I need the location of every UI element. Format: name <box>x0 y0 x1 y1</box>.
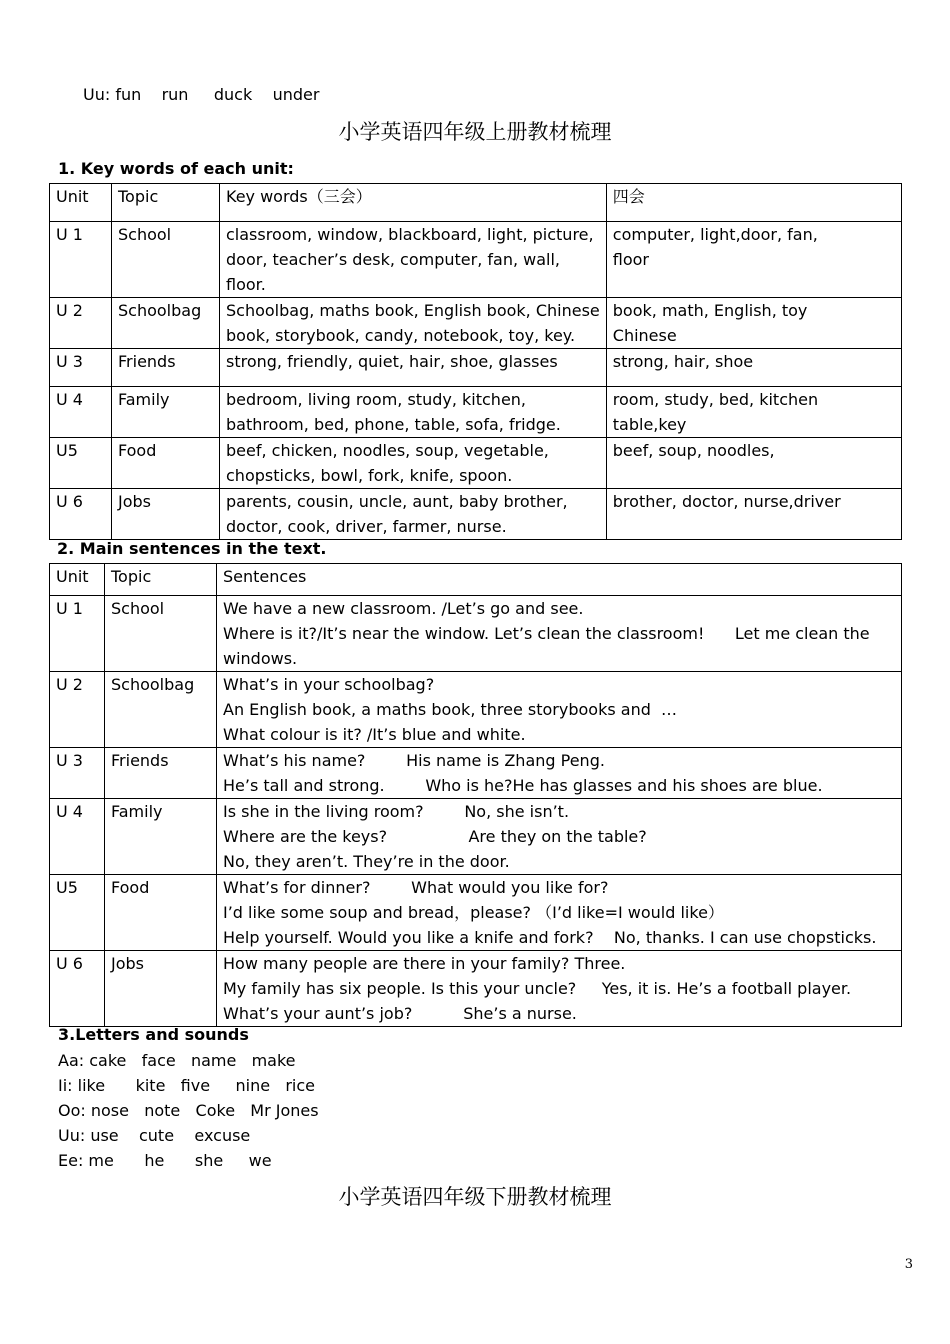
topic-cell <box>105 672 217 748</box>
sentences-cell-line: Help yourself. Would you like a knife and fork? No, thanks. I can use chopsticks. <box>223 928 877 947</box>
unit-cell-line: U 4 <box>56 802 83 821</box>
sentences-cell <box>217 672 902 748</box>
column-header-line: 四会 <box>612 187 645 206</box>
topic-cell-line: Friends <box>118 352 176 371</box>
unit-cell-line: U 1 <box>56 225 83 244</box>
sentences-cell <box>217 875 902 951</box>
unit-cell <box>50 748 105 799</box>
key-words-cell <box>220 349 607 387</box>
sentences-cell <box>217 799 902 875</box>
column-header-line: Key words（三会） <box>226 187 372 206</box>
topic-cell <box>105 748 217 799</box>
unit-cell-line: U 3 <box>56 751 83 770</box>
four-skills-cell <box>606 222 901 298</box>
sentences-cell-line: windows. <box>223 649 298 668</box>
unit-cell <box>50 596 105 672</box>
four-skills-cell-line: beef, soup, noodles, <box>612 441 775 460</box>
sentences-cell-line: No, they aren’t. They’re in the door. <box>223 852 510 871</box>
section2-heading: 2. Main sentences in the text. <box>57 539 327 558</box>
four-skills-cell <box>606 298 901 349</box>
topic-cell <box>112 489 220 540</box>
table-row <box>50 748 902 799</box>
key-words-cell-line: bathroom, bed, phone, table, sofa, fridge. <box>226 415 561 434</box>
unit-cell <box>50 875 105 951</box>
four-skills-cell-line: book, math, English, toy <box>612 301 808 320</box>
section3-heading: 3.Letters and sounds <box>58 1025 249 1044</box>
sentences-cell <box>217 596 902 672</box>
table-header-row <box>50 184 902 222</box>
unit-cell-line: U 6 <box>56 954 83 973</box>
table-row <box>50 222 902 298</box>
table-header-row <box>50 564 902 596</box>
topic-cell <box>105 951 217 1027</box>
sentences-cell-line: He’s tall and strong. Who is he?He has glasses and his shoes are blue. <box>223 776 823 795</box>
column-header <box>50 184 112 222</box>
table-row <box>50 951 902 1027</box>
key-words-cell-line: chopsticks, bowl, fork, knife, spoon. <box>226 466 513 485</box>
four-skills-cell <box>606 489 901 540</box>
key-words-cell <box>220 298 607 349</box>
sentences-cell-line: What’s your aunt’s job? She’s a nurse. <box>223 1004 577 1023</box>
letters-sounds-list <box>58 1048 319 1173</box>
topic-cell-line: Jobs <box>118 492 151 511</box>
topic-cell-line: Food <box>111 878 150 897</box>
topic-cell-line: Friends <box>111 751 169 770</box>
four-skills-cell-line: computer, light,door, fan, <box>612 225 818 244</box>
four-skills-cell-line: Chinese <box>612 326 677 345</box>
sentences-cell-line: An English book, a maths book, three storybooks and … <box>223 700 678 719</box>
unit-cell <box>50 349 112 387</box>
key-words-cell <box>220 438 607 489</box>
topic-cell-line: Food <box>118 441 157 460</box>
unit-cell-line: U5 <box>56 441 78 460</box>
four-skills-cell-line: brother, doctor, nurse,driver <box>612 492 841 511</box>
table-row <box>50 596 902 672</box>
key-words-cell-line: book, storybook, candy, notebook, toy, key. <box>226 326 576 345</box>
key-words-cell-line: classroom, window, blackboard, light, picture, <box>226 225 594 244</box>
topic-cell-line: School <box>111 599 165 618</box>
page-title-upper: 小学英语四年级上册教材梳理 <box>338 120 612 144</box>
column-header-line: Topic <box>111 567 152 586</box>
topic-cell <box>112 349 220 387</box>
unit-cell-line: U 2 <box>56 301 83 320</box>
unit-cell-line: U 1 <box>56 599 83 618</box>
main-sentences-table <box>49 563 902 1027</box>
letter-sound-line: Aa: cake face name make <box>58 1051 296 1070</box>
topic-cell <box>105 596 217 672</box>
key-words-cell <box>220 222 607 298</box>
column-header <box>217 564 902 596</box>
topic-cell <box>112 438 220 489</box>
sentences-cell-line: What colour is it? /It’s blue and white. <box>223 725 526 744</box>
topic-cell-line: Family <box>111 802 163 821</box>
letter-sound-line: Oo: nose note Coke Mr Jones <box>58 1101 319 1120</box>
sentences-cell-line: Is she in the living room? No, she isn’t. <box>223 802 570 821</box>
sentences-cell-line: What’s his name? His name is Zhang Peng. <box>223 751 605 770</box>
key-words-cell-line: Schoolbag, maths book, English book, Chinese <box>226 301 600 320</box>
sentences-cell <box>217 951 902 1027</box>
key-words-cell-line: doctor, cook, driver, farmer, nurse. <box>226 517 507 536</box>
sentences-cell-line: What’s for dinner? What would you like for? <box>223 878 609 897</box>
key-words-cell-line: door, teacher’s desk, computer, fan, wall, <box>226 250 560 269</box>
column-header-line: Unit <box>56 187 89 206</box>
topic-cell-line: Schoolbag <box>111 675 195 694</box>
topic-cell-line: Jobs <box>111 954 144 973</box>
key-words-cell <box>220 387 607 438</box>
topic-cell-line: Schoolbag <box>118 301 202 320</box>
four-skills-cell <box>606 349 901 387</box>
table-row <box>50 387 902 438</box>
unit-cell <box>50 222 112 298</box>
key-words-cell-line: strong, friendly, quiet, hair, shoe, glasses <box>226 352 558 371</box>
letter-sound-line: Ii: like kite five nine rice <box>58 1076 315 1095</box>
key-words-cell <box>220 489 607 540</box>
topic-cell <box>105 875 217 951</box>
unit-cell <box>50 438 112 489</box>
topic-cell <box>112 222 220 298</box>
sentences-cell-line: What’s in your schoolbag? <box>223 675 435 694</box>
topic-cell <box>112 298 220 349</box>
table-row <box>50 875 902 951</box>
four-skills-cell-line: floor <box>612 250 649 269</box>
four-skills-cell-line: strong, hair, shoe <box>612 352 754 371</box>
page-number: 3 <box>904 1257 913 1272</box>
unit-cell-line: U5 <box>56 878 78 897</box>
sentences-cell-line: Where are the keys? Are they on the table? <box>223 827 647 846</box>
topic-cell-line: Family <box>118 390 170 409</box>
table-row <box>50 489 902 540</box>
column-header-line: Unit <box>56 567 89 586</box>
column-header <box>50 564 105 596</box>
unit-cell-line: U 4 <box>56 390 83 409</box>
column-header <box>105 564 217 596</box>
four-skills-cell-line: table,key <box>612 415 687 434</box>
key-words-cell-line: beef, chicken, noodles, soup, vegetable, <box>226 441 549 460</box>
column-header-line: Sentences <box>223 567 307 586</box>
sentences-cell <box>217 748 902 799</box>
sentences-cell-line: Where is it?/It’s near the window. Let’s clean the classroom! Let me clean the <box>223 624 870 643</box>
column-header-line: Topic <box>118 187 159 206</box>
column-header <box>220 184 607 222</box>
table-row <box>50 799 902 875</box>
sentences-cell-line: My family has six people. Is this your uncle? Yes, it is. He’s a football player. <box>223 979 852 998</box>
table-row <box>50 298 902 349</box>
unit-cell-line: U 2 <box>56 675 83 694</box>
unit-cell-line: U 3 <box>56 352 83 371</box>
unit-cell <box>50 951 105 1027</box>
section1-heading: 1. Key words of each unit: <box>58 159 294 178</box>
four-skills-cell <box>606 438 901 489</box>
sentences-cell-line: I’d like some soup and bread，please? （I’d like=I would like） <box>223 903 724 922</box>
page-title-lower: 小学英语四年级下册教材梳理 <box>338 1185 612 1209</box>
topic-cell <box>105 799 217 875</box>
four-skills-cell-line: room, study, bed, kitchen <box>612 390 819 409</box>
unit-cell <box>50 387 112 438</box>
topic-cell <box>112 387 220 438</box>
letter-sound-line: Uu: use cute excuse <box>58 1126 251 1145</box>
key-words-table <box>49 183 902 540</box>
column-header <box>606 184 901 222</box>
unit-cell <box>50 672 105 748</box>
unit-cell <box>50 799 105 875</box>
key-words-cell-line: bedroom, living room, study, kitchen, <box>226 390 527 409</box>
key-words-cell-line: parents, cousin, uncle, aunt, baby brother, <box>226 492 568 511</box>
unit-cell-line: U 6 <box>56 492 83 511</box>
sentences-cell-line: How many people are there in your family? Three. <box>223 954 626 973</box>
table-row <box>50 438 902 489</box>
sentences-cell-line: We have a new classroom. /Let’s go and see. <box>223 599 584 618</box>
column-header <box>112 184 220 222</box>
table-row <box>50 672 902 748</box>
key-words-cell-line: floor. <box>226 275 266 294</box>
unit-cell <box>50 489 112 540</box>
unit-cell <box>50 298 112 349</box>
top-phonics-line: Uu: fun run duck under <box>83 85 320 104</box>
four-skills-cell <box>606 387 901 438</box>
table-row <box>50 349 902 387</box>
topic-cell-line: School <box>118 225 172 244</box>
letter-sound-line: Ee: me he she we <box>58 1151 272 1170</box>
